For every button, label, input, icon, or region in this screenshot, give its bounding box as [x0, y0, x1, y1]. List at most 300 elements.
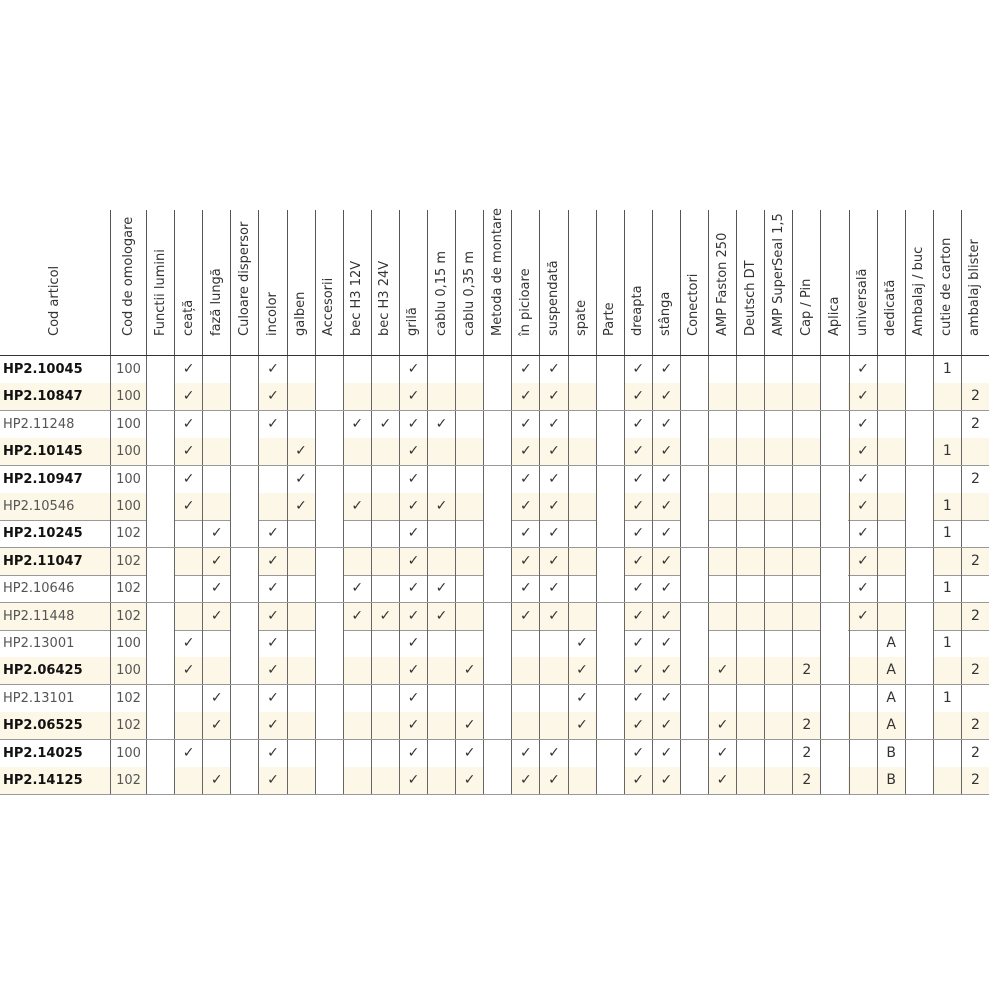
cell-cablu015	[427, 712, 455, 739]
column-header-label: bec H3 24V	[377, 260, 393, 336]
cell-superseal	[764, 548, 792, 575]
cell-grila: ✓	[399, 493, 427, 520]
column-header-label: Functii lumini	[152, 249, 168, 336]
cell-universala: ✓	[849, 383, 877, 410]
cell-incolor: ✓	[258, 383, 286, 410]
cell-picioare	[511, 712, 539, 739]
cell-faza_lunga: ✓	[202, 548, 230, 575]
cell-ambalaj	[905, 603, 933, 630]
cell-amp: ✓	[708, 712, 736, 739]
cell-cutie: 1	[933, 493, 961, 520]
cell-grila: ✓	[399, 438, 427, 465]
cell-dreapta: ✓	[624, 411, 652, 438]
cell-cappin	[792, 603, 820, 630]
column-header-label: spate	[574, 299, 590, 336]
cell-stanga: ✓	[652, 685, 680, 712]
cell-cutie	[933, 712, 961, 739]
cell-bec12	[343, 712, 371, 739]
cell-galben: ✓	[287, 466, 315, 493]
cell-aplica	[820, 356, 848, 383]
cell-superseal	[764, 356, 792, 383]
cell-cappin: 2	[792, 712, 820, 739]
cell-deutsch	[736, 740, 764, 767]
cell-grila: ✓	[399, 356, 427, 383]
column-header-cablu035	[455, 210, 483, 355]
cell-aplica	[820, 383, 848, 410]
cell-conectori	[680, 657, 708, 684]
cell-code: HP2.11248	[3, 416, 75, 432]
cell-faza_lunga	[202, 630, 230, 657]
cell-faza_lunga: ✓	[202, 575, 230, 602]
cell-omologare: 100	[110, 466, 146, 493]
cell-bec12: ✓	[343, 493, 371, 520]
cell-ambalaj	[905, 493, 933, 520]
cell-spate	[568, 383, 596, 410]
cell-stanga: ✓	[652, 575, 680, 602]
cell-incolor: ✓	[258, 520, 286, 547]
column-header-aplica	[820, 210, 848, 355]
cell-galben	[287, 411, 315, 438]
column-header-metoda	[483, 210, 511, 355]
cell-dreapta: ✓	[624, 466, 652, 493]
cell-conectori	[680, 630, 708, 657]
cell-galben	[287, 383, 315, 410]
column-header-label: cablu 0,35 m	[461, 250, 477, 336]
cell-galben	[287, 520, 315, 547]
cell-cutie	[933, 740, 961, 767]
cell-culoare	[230, 740, 258, 767]
cell-ceata	[174, 575, 202, 602]
table-row	[0, 438, 989, 466]
cell-conectori	[680, 356, 708, 383]
table-row	[0, 630, 989, 658]
cell-functii	[146, 356, 174, 383]
cell-stanga: ✓	[652, 438, 680, 465]
cell-ambalaj	[905, 438, 933, 465]
cell-deutsch	[736, 712, 764, 739]
cell-blister	[961, 438, 989, 465]
cell-blister: 2	[961, 712, 989, 739]
column-header-label: dreapta	[630, 285, 646, 336]
cell-picioare: ✓	[511, 575, 539, 602]
cell-suspendata: ✓	[539, 767, 567, 794]
cell-conectori	[680, 520, 708, 547]
cell-superseal	[764, 630, 792, 657]
cell-picioare: ✓	[511, 767, 539, 794]
cell-grila: ✓	[399, 657, 427, 684]
cell-parte	[596, 630, 624, 657]
column-header-universala	[849, 210, 877, 355]
cell-grila: ✓	[399, 603, 427, 630]
column-header-label: Accesorii	[321, 277, 337, 336]
cell-accesorii	[315, 767, 343, 794]
cell-galben: ✓	[287, 493, 315, 520]
cell-universala	[849, 630, 877, 657]
cell-functii	[146, 657, 174, 684]
cell-grila: ✓	[399, 520, 427, 547]
column-header-label: suspendată	[545, 260, 561, 336]
cell-metoda	[483, 466, 511, 493]
cell-cablu035	[455, 548, 483, 575]
column-header-label: incolor	[264, 292, 280, 336]
cell-universala: ✓	[849, 548, 877, 575]
cell-omologare: 100	[110, 740, 146, 767]
cell-dedicata: A	[877, 630, 905, 657]
cell-aplica	[820, 712, 848, 739]
cell-parte	[596, 657, 624, 684]
cell-picioare: ✓	[511, 548, 539, 575]
cell-universala: ✓	[849, 356, 877, 383]
cell-cutie: 1	[933, 520, 961, 547]
cell-amp: ✓	[708, 740, 736, 767]
cell-ceata: ✓	[174, 493, 202, 520]
column-header-label: ceață	[180, 299, 196, 336]
cell-universala: ✓	[849, 438, 877, 465]
cell-culoare	[230, 520, 258, 547]
table-row	[0, 493, 989, 521]
cell-cablu015	[427, 685, 455, 712]
cell-blister: 2	[961, 740, 989, 767]
cell-cappin	[792, 411, 820, 438]
cell-conectori	[680, 493, 708, 520]
column-header-incolor	[258, 210, 286, 355]
cell-cutie	[933, 411, 961, 438]
cell-superseal	[764, 603, 792, 630]
cell-dreapta: ✓	[624, 603, 652, 630]
cell-bec12	[343, 466, 371, 493]
column-header-blister	[961, 210, 989, 355]
cell-superseal	[764, 767, 792, 794]
cell-picioare	[511, 657, 539, 684]
cell-ambalaj	[905, 411, 933, 438]
cell-galben	[287, 657, 315, 684]
column-header-cappin	[792, 210, 820, 355]
cell-faza_lunga: ✓	[202, 603, 230, 630]
cell-amp	[708, 493, 736, 520]
cell-blister: 2	[961, 548, 989, 575]
cell-universala: ✓	[849, 466, 877, 493]
cell-aplica	[820, 411, 848, 438]
cell-deutsch	[736, 575, 764, 602]
cell-accesorii	[315, 603, 343, 630]
cell-bec24	[371, 493, 399, 520]
cell-blister	[961, 575, 989, 602]
cell-bec12	[343, 767, 371, 794]
cell-spate	[568, 493, 596, 520]
cell-omologare: 102	[110, 520, 146, 547]
cell-ambalaj	[905, 685, 933, 712]
column-header-label: cablu 0,15 m	[433, 250, 449, 336]
cell-metoda	[483, 575, 511, 602]
column-header-bec12	[343, 210, 371, 355]
cell-cablu015	[427, 383, 455, 410]
cell-spate	[568, 520, 596, 547]
cell-cutie: 1	[933, 356, 961, 383]
column-header-label: în picioare	[517, 268, 533, 336]
cell-picioare: ✓	[511, 411, 539, 438]
cell-blister	[961, 493, 989, 520]
cell-dreapta: ✓	[624, 356, 652, 383]
cell-galben	[287, 740, 315, 767]
cell-aplica	[820, 438, 848, 465]
column-header-conectori	[680, 210, 708, 355]
cell-deutsch	[736, 466, 764, 493]
cell-incolor: ✓	[258, 411, 286, 438]
cell-accesorii	[315, 466, 343, 493]
cell-aplica	[820, 657, 848, 684]
cell-ambalaj	[905, 657, 933, 684]
cell-cablu015	[427, 356, 455, 383]
cell-picioare: ✓	[511, 520, 539, 547]
cell-conectori	[680, 575, 708, 602]
cell-cappin	[792, 383, 820, 410]
cell-aplica	[820, 603, 848, 630]
cell-dreapta: ✓	[624, 438, 652, 465]
table-header	[0, 210, 989, 356]
cell-cablu035	[455, 356, 483, 383]
cell-accesorii	[315, 493, 343, 520]
cell-omologare: 100	[110, 356, 146, 383]
cell-faza_lunga: ✓	[202, 520, 230, 547]
cell-incolor: ✓	[258, 575, 286, 602]
cell-code: HP2.10245	[3, 526, 83, 542]
cell-dedicata	[877, 520, 905, 547]
cell-cutie	[933, 466, 961, 493]
cell-universala: ✓	[849, 411, 877, 438]
cell-cablu015	[427, 657, 455, 684]
cell-culoare	[230, 548, 258, 575]
cell-code: HP2.13001	[3, 636, 75, 651]
cell-dreapta: ✓	[624, 630, 652, 657]
cell-incolor: ✓	[258, 548, 286, 575]
cell-incolor	[258, 438, 286, 465]
column-header-spate	[568, 210, 596, 355]
cell-cappin	[792, 548, 820, 575]
cell-blister: 2	[961, 657, 989, 684]
cell-faza_lunga	[202, 411, 230, 438]
cell-metoda	[483, 411, 511, 438]
cell-bec24	[371, 466, 399, 493]
cell-faza_lunga	[202, 466, 230, 493]
cell-culoare	[230, 712, 258, 739]
cell-code: HP2.10947	[3, 471, 83, 487]
cell-parte	[596, 712, 624, 739]
cell-parte	[596, 438, 624, 465]
cell-deutsch	[736, 657, 764, 684]
cell-universala: ✓	[849, 603, 877, 630]
cell-stanga: ✓	[652, 411, 680, 438]
column-header-label: AMP Faston 250	[714, 232, 730, 336]
column-header-faza_lunga	[202, 210, 230, 355]
cell-bec24	[371, 712, 399, 739]
cell-dreapta: ✓	[624, 657, 652, 684]
cell-metoda	[483, 383, 511, 410]
cell-ambalaj	[905, 630, 933, 657]
cell-dedicata: A	[877, 685, 905, 712]
cell-cutie	[933, 657, 961, 684]
cell-stanga: ✓	[652, 466, 680, 493]
cell-dedicata	[877, 548, 905, 575]
cell-accesorii	[315, 685, 343, 712]
cell-cablu015: ✓	[427, 493, 455, 520]
column-header-label: grilă	[405, 307, 421, 336]
cell-ambalaj	[905, 520, 933, 547]
cell-dreapta: ✓	[624, 548, 652, 575]
cell-cablu035: ✓	[455, 767, 483, 794]
cell-bec12: ✓	[343, 575, 371, 602]
cell-grila: ✓	[399, 575, 427, 602]
cell-spate	[568, 466, 596, 493]
cell-metoda	[483, 603, 511, 630]
cell-dedicata	[877, 466, 905, 493]
cell-cablu035	[455, 630, 483, 657]
cell-functii	[146, 740, 174, 767]
cell-cablu035	[455, 520, 483, 547]
cell-bec24	[371, 740, 399, 767]
cell-omologare: 100	[110, 493, 146, 520]
cell-stanga: ✓	[652, 712, 680, 739]
cell-functii	[146, 438, 174, 465]
cell-aplica	[820, 685, 848, 712]
cell-conectori	[680, 712, 708, 739]
column-header-label: Deutsch DT	[742, 260, 758, 336]
column-header-label: Aplica	[826, 296, 842, 336]
cell-omologare: 102	[110, 712, 146, 739]
cell-functii	[146, 712, 174, 739]
cell-accesorii	[315, 520, 343, 547]
cell-picioare: ✓	[511, 603, 539, 630]
cell-picioare: ✓	[511, 740, 539, 767]
cell-cutie	[933, 767, 961, 794]
column-header-label: galben	[293, 291, 309, 336]
cell-omologare: 102	[110, 685, 146, 712]
column-header-suspendata	[539, 210, 567, 355]
cell-dedicata	[877, 493, 905, 520]
cell-spate	[568, 356, 596, 383]
cell-ambalaj	[905, 548, 933, 575]
cell-dreapta: ✓	[624, 767, 652, 794]
cell-code: HP2.10847	[3, 389, 83, 405]
cell-culoare	[230, 438, 258, 465]
cell-grila: ✓	[399, 685, 427, 712]
cell-superseal	[764, 740, 792, 767]
cell-parte	[596, 575, 624, 602]
cell-bec12	[343, 630, 371, 657]
cell-functii	[146, 493, 174, 520]
cell-accesorii	[315, 740, 343, 767]
cell-deutsch	[736, 767, 764, 794]
cell-code: HP2.10145	[3, 444, 83, 460]
cell-cablu015	[427, 548, 455, 575]
cell-omologare: 100	[110, 411, 146, 438]
cell-parte	[596, 603, 624, 630]
cell-grila: ✓	[399, 466, 427, 493]
cell-dreapta: ✓	[624, 520, 652, 547]
cell-universala: ✓	[849, 575, 877, 602]
cell-grila: ✓	[399, 767, 427, 794]
cell-code: HP2.10546	[3, 499, 75, 514]
cell-culoare	[230, 383, 258, 410]
table-row	[0, 712, 989, 740]
cell-spate: ✓	[568, 657, 596, 684]
column-header-grila	[399, 210, 427, 355]
cell-picioare	[511, 630, 539, 657]
cell-incolor	[258, 466, 286, 493]
column-header-stanga	[652, 210, 680, 355]
column-header-label: stânga	[658, 291, 674, 336]
cell-cablu015	[427, 438, 455, 465]
column-header-culoare	[230, 210, 258, 355]
cell-metoda	[483, 630, 511, 657]
cell-faza_lunga	[202, 438, 230, 465]
column-header-label: Ambalaj / buc	[911, 246, 927, 336]
cell-cappin	[792, 685, 820, 712]
cell-stanga: ✓	[652, 383, 680, 410]
cell-accesorii	[315, 575, 343, 602]
cell-amp	[708, 356, 736, 383]
cell-dreapta: ✓	[624, 712, 652, 739]
cell-amp	[708, 411, 736, 438]
cell-dedicata	[877, 438, 905, 465]
cell-cablu035	[455, 603, 483, 630]
column-header-label: Conectori	[686, 273, 702, 336]
cell-superseal	[764, 411, 792, 438]
cell-bec12: ✓	[343, 603, 371, 630]
column-header-label: dedicată	[883, 279, 899, 336]
cell-bec12	[343, 383, 371, 410]
cell-deutsch	[736, 685, 764, 712]
cell-functii	[146, 685, 174, 712]
cell-suspendata: ✓	[539, 466, 567, 493]
cell-code: HP2.14125	[3, 773, 83, 788]
column-header-label: Parte	[602, 302, 618, 336]
table-row	[0, 740, 989, 768]
cell-dreapta: ✓	[624, 575, 652, 602]
cell-ambalaj	[905, 575, 933, 602]
column-header-dedicata	[877, 210, 905, 355]
cell-suspendata	[539, 630, 567, 657]
cell-stanga: ✓	[652, 356, 680, 383]
cell-superseal	[764, 657, 792, 684]
cell-stanga: ✓	[652, 630, 680, 657]
cell-stanga: ✓	[652, 520, 680, 547]
cell-dreapta: ✓	[624, 493, 652, 520]
cell-spate	[568, 767, 596, 794]
cell-spate	[568, 411, 596, 438]
table-row	[0, 575, 989, 603]
cell-suspendata: ✓	[539, 575, 567, 602]
cell-cappin: 2	[792, 657, 820, 684]
cell-accesorii	[315, 356, 343, 383]
table-row	[0, 685, 989, 713]
column-header-amp	[708, 210, 736, 355]
cell-dedicata: A	[877, 712, 905, 739]
cell-bec24	[371, 575, 399, 602]
cell-omologare: 102	[110, 548, 146, 575]
cell-universala	[849, 685, 877, 712]
cell-superseal	[764, 520, 792, 547]
cell-dedicata: B	[877, 740, 905, 767]
cell-suspendata: ✓	[539, 520, 567, 547]
cell-cablu035	[455, 466, 483, 493]
cell-suspendata: ✓	[539, 356, 567, 383]
cell-functii	[146, 575, 174, 602]
column-header-label: Cod articol	[47, 265, 62, 336]
cell-incolor: ✓	[258, 712, 286, 739]
cell-superseal	[764, 383, 792, 410]
cell-incolor: ✓	[258, 603, 286, 630]
cell-grila: ✓	[399, 548, 427, 575]
